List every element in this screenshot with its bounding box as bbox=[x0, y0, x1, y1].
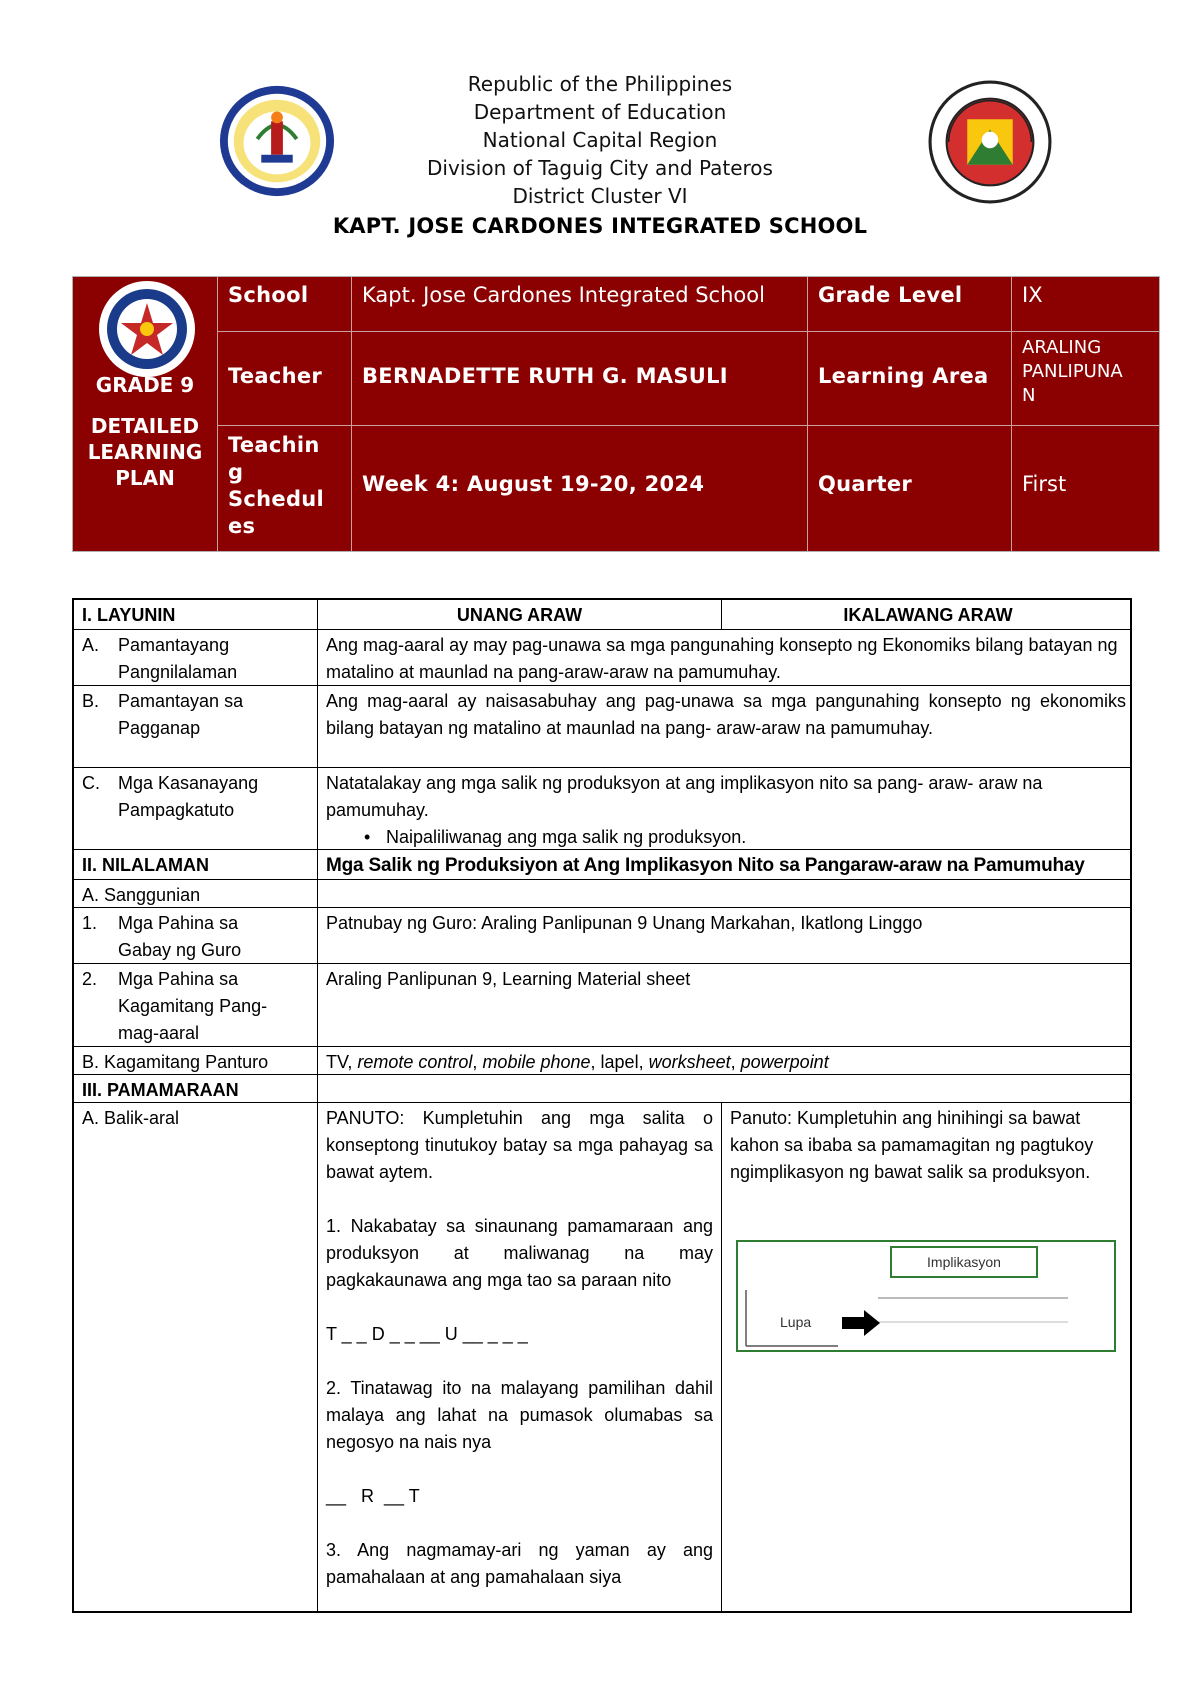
letterhead-republic: Republic of the Philippines bbox=[467, 72, 733, 96]
letterhead-department: Department of Education bbox=[473, 100, 727, 124]
content-heading: II. NILALAMAN bbox=[82, 855, 209, 875]
procedure-heading: III. PAMAMARAAN bbox=[82, 1080, 239, 1100]
review-item-2-blank: __ R __ T bbox=[326, 1486, 420, 1506]
row-number: 2. bbox=[82, 969, 98, 989]
materials-part: , bbox=[730, 1052, 741, 1072]
materials-text bbox=[317, 1047, 1134, 1074]
competencies-text: Natatalakay ang mga salik ng produksyon at ang implikasyon nito sa pang- araw- araw na pamumuhay. bbox=[326, 773, 1043, 820]
review-item-1-blank: T _ _ D _ _ __ U __ _ _ _ bbox=[326, 1324, 528, 1344]
competencies-bullet: • Naipaliliwanag ang mga salik ng produksyon. bbox=[326, 824, 1126, 851]
diagram-lines bbox=[738, 1242, 1114, 1350]
materials-part: , bbox=[472, 1052, 483, 1072]
schedule-label bbox=[217, 425, 351, 551]
table-row bbox=[74, 850, 1130, 880]
row-title-line: Pamantayang bbox=[118, 635, 230, 655]
review-label: A. Balik-aral bbox=[82, 1108, 180, 1128]
lesson-header-table bbox=[72, 276, 1160, 552]
letterhead-district: District Cluster VI bbox=[512, 184, 688, 208]
materials-label: B. Kagamitang Panturo bbox=[82, 1052, 269, 1072]
performance-standard-text: Ang mag-aaral ay naisasabuhay ang pag-unawa sa mga pangunahing konsepto ng ekonomiks bilang batayan ng matalino at maunlad na pang- araw-araw na pamumuhay. bbox=[317, 686, 1134, 767]
letterhead-region: National Capital Region bbox=[482, 128, 718, 152]
table-row bbox=[74, 768, 1130, 850]
table-row bbox=[74, 1075, 1130, 1103]
division-seal-logo bbox=[928, 80, 1052, 204]
row-letter: C. bbox=[82, 773, 100, 793]
materials-part: mobile phone bbox=[482, 1052, 591, 1072]
school-name-title: KAPT. JOSE CARDONES INTEGRATED SCHOOL bbox=[332, 214, 868, 238]
table-row bbox=[74, 880, 1130, 908]
row-title-line: Pamantayan sa bbox=[118, 691, 244, 711]
materials-part: powerpoint bbox=[740, 1052, 829, 1072]
row-title-line: Mga Pahina sa bbox=[118, 913, 239, 933]
day2-instruction: Panuto: Kumpletuhin ang hinihingi sa bawat kahon sa ibaba sa pamamagitan ng pagtukoy ngimplikasyon ng bawat salik sa produksyon. bbox=[730, 1108, 1094, 1182]
objectives-heading: I. LAYUNIN bbox=[82, 605, 176, 625]
learning-area-value bbox=[1011, 331, 1159, 425]
teacher-value: BERNADETTE RUTH G. MASULI bbox=[351, 331, 807, 425]
dlp-title bbox=[73, 413, 217, 491]
content-topic: Mga Salik ng Produksiyon at Ang Implikasyon Nito sa Pangaraw-araw na Pamumuhay bbox=[317, 850, 1134, 879]
learning-area-line: N bbox=[1022, 385, 1036, 406]
schedule-label-line: es bbox=[228, 514, 256, 538]
row-number: 1. bbox=[82, 913, 98, 933]
content-standard-text: Ang mag-aaral ay may pag-unawa sa mga pangunahing konsepto ng Ekonomiks bilang batayan ng matalino at maunlad na pang-araw-araw na pamumuhay. bbox=[317, 630, 1134, 685]
table-row bbox=[74, 908, 1130, 964]
letterhead bbox=[300, 70, 900, 210]
implication-header-box: Implikasyon bbox=[890, 1246, 1038, 1278]
table-row bbox=[74, 686, 1130, 768]
day2-review-cell bbox=[721, 1103, 1134, 1611]
learner-material-label bbox=[74, 964, 317, 1046]
letterhead-division: Division of Taguig City and Pateros bbox=[427, 156, 773, 180]
schedule-value: Week 4: August 19-20, 2024 bbox=[351, 425, 807, 551]
quarter-value: First bbox=[1011, 425, 1159, 551]
table-row bbox=[74, 1047, 1130, 1075]
materials-part: , lapel, bbox=[590, 1052, 649, 1072]
row-title bbox=[118, 966, 267, 1044]
deped-seal-logo bbox=[97, 279, 197, 379]
row-title-line: mag-aaral bbox=[118, 1023, 200, 1043]
schedule-label-line: Teachin bbox=[228, 433, 320, 457]
teacher-guide-label bbox=[74, 908, 317, 963]
row-letter: B. bbox=[82, 691, 100, 711]
table-row bbox=[74, 630, 1130, 686]
learner-material-text: Araling Panlipunan 9, Learning Material sheet bbox=[317, 964, 1134, 1046]
row-title-line: Pagganap bbox=[118, 718, 201, 738]
learning-area-line: ARALING bbox=[1022, 337, 1102, 358]
day1-heading: UNANG ARAW bbox=[317, 600, 721, 629]
grade-label: GRADE 9 bbox=[95, 373, 195, 397]
review-item-2: 2. Tinatawag ito na malayang pamilihan dahil malaya ang lahat na pumasok olumabas sa negosyo na nais nya bbox=[326, 1378, 713, 1452]
school-value: Kapt. Jose Cardones Integrated School bbox=[351, 277, 807, 331]
dlp-title-line: DETAILED bbox=[90, 414, 200, 438]
quarter-label: Quarter bbox=[807, 425, 1011, 551]
grade-level-value: IX bbox=[1011, 277, 1159, 331]
row-title bbox=[118, 770, 258, 847]
row-letter: A. bbox=[82, 635, 100, 655]
references-empty bbox=[317, 880, 1134, 907]
row-title bbox=[118, 910, 241, 961]
row-title-line: Mga Pahina sa bbox=[118, 969, 239, 989]
materials-part: remote control bbox=[357, 1052, 473, 1072]
row-title bbox=[118, 632, 237, 683]
teacher-guide-text: Patnubay ng Guro: Araling Panlipunan 9 Unang Markahan, Ikatlong Linggo bbox=[317, 908, 1134, 963]
row-title-line: Gabay ng Guro bbox=[118, 940, 242, 960]
arrow-right-icon bbox=[842, 1308, 882, 1338]
table-header-row bbox=[74, 600, 1130, 630]
grade-level-label: Grade Level bbox=[807, 277, 1011, 331]
row-title bbox=[118, 688, 243, 765]
dlp-title-line: PLAN bbox=[115, 466, 175, 490]
row-title-line: Mga Kasanayang bbox=[118, 773, 259, 793]
learning-area-line: PANLIPUNA bbox=[1022, 361, 1123, 382]
performance-standard-label bbox=[74, 686, 317, 767]
school-label: School bbox=[217, 277, 351, 331]
day1-review-cell bbox=[317, 1103, 721, 1611]
learning-area-label: Learning Area bbox=[807, 331, 1011, 425]
procedure-empty bbox=[317, 1075, 1134, 1102]
content-standard-label bbox=[74, 630, 317, 685]
review-item-1: 1. Nakabatay sa sinaunang pamamaraan ang produksyon at maliwanag na may pagkakaunawa ang mga tao sa paraan nito bbox=[326, 1216, 713, 1290]
row-title-line: Pangnilalaman bbox=[118, 662, 238, 682]
materials-part: TV, bbox=[326, 1052, 358, 1072]
day2-heading: IKALAWANG ARAW bbox=[721, 600, 1134, 629]
teacher-label: Teacher bbox=[217, 331, 351, 425]
dlp-title-line: LEARNING bbox=[87, 440, 203, 464]
review-item-3: 3. Ang nagmamay-ari ng yaman ay ang pamahalaan at ang pamahalaan siya bbox=[326, 1540, 713, 1587]
row-title-line: Kagamitang Pang- bbox=[118, 996, 268, 1016]
table-row bbox=[74, 1103, 1130, 1611]
dlp-side-panel bbox=[73, 277, 217, 551]
materials-part: worksheet bbox=[648, 1052, 731, 1072]
schedule-label-line: Schedul bbox=[228, 487, 325, 511]
lesson-plan-table bbox=[72, 598, 1132, 1613]
table-row bbox=[74, 964, 1130, 1047]
competencies-label bbox=[74, 768, 317, 849]
references-heading: A. Sanggunian bbox=[82, 885, 201, 905]
factor-label-land: Lupa bbox=[780, 1314, 812, 1330]
row-title-line: Pampagkatuto bbox=[118, 800, 235, 820]
implication-diagram bbox=[736, 1240, 1116, 1352]
schedule-label-line: g bbox=[228, 460, 244, 484]
day1-instruction: PANUTO: Kumpletuhin ang mga salita o konseptong tinutukoy batay sa mga pahayag sa bawat aytem. bbox=[326, 1108, 713, 1182]
competencies-cell bbox=[317, 768, 1134, 849]
